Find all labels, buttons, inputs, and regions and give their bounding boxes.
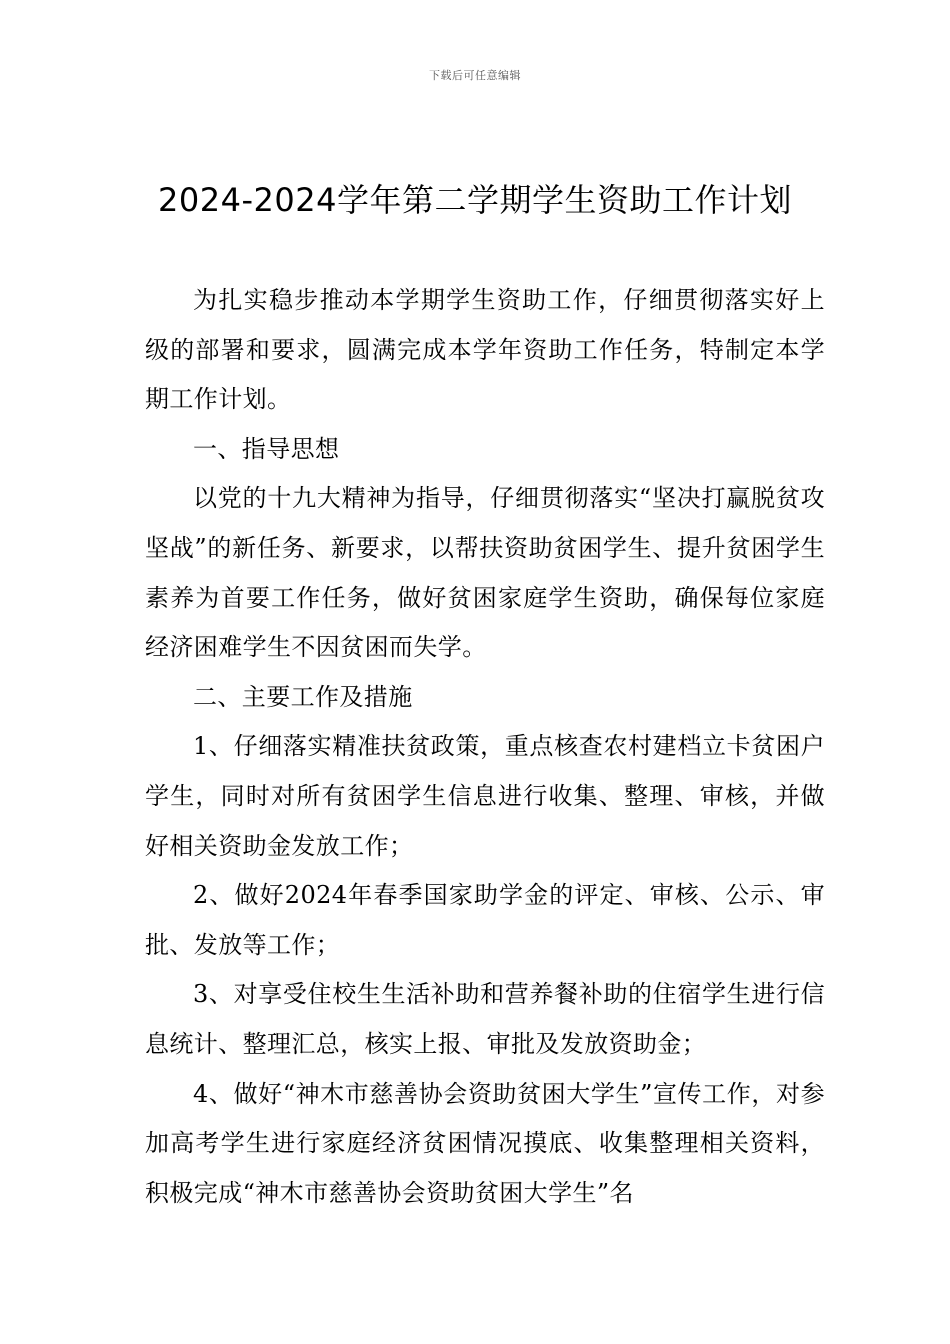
section-heading-main-work: 二、主要工作及措施 xyxy=(193,682,413,711)
section-heading-guiding-ideology: 一、指导思想 xyxy=(193,434,340,463)
measure-item-1: 1、仔细落实精准扶贫政策，重点核查农村建档立卡贫困户学生，同时对所有贫困学生信息进行收集、整理、审核，并做好相关资助金发放工作； xyxy=(145,732,825,860)
measure-item-4: 4、做好“神木市慈善协会资助贫困大学生”宣传工作，对参加高考学生进行家庭经济贫困情况摸底、收集整理相关资料，积极完成“神木市慈善协会资助贫困大学生”名 xyxy=(145,1079,825,1207)
measure-item-2: 2、做好2024年春季国家助学金的评定、审核、公示、审批、发放等工作； xyxy=(145,881,825,959)
document-title: 2024-2024学年第二学期学生资助工作计划 xyxy=(158,181,792,219)
measure-item-3: 3、对享受住校生生活补助和营养餐补助的住宿学生进行信息统计、整理汇总，核实上报、审批及发放资助金； xyxy=(145,980,825,1058)
document-body xyxy=(145,276,825,1218)
header-note: 下载后可任意编辑 xyxy=(429,69,521,82)
guiding-ideology-paragraph: 以党的十九大精神为指导，仔细贯彻落实“坚决打赢脱贫攻坚战”的新任务、新要求，以帮扶资助贫困学生、提升贫困学生素养为首要工作任务，做好贫困家庭学生资助，确保每位家庭经济困难学生不因贫困而失学。 xyxy=(145,484,825,662)
intro-paragraph: 为扎实稳步推动本学期学生资助工作，仔细贯彻落实好上级的部署和要求，圆满完成本学年资助工作任务，特制定本学期工作计划。 xyxy=(145,286,825,414)
